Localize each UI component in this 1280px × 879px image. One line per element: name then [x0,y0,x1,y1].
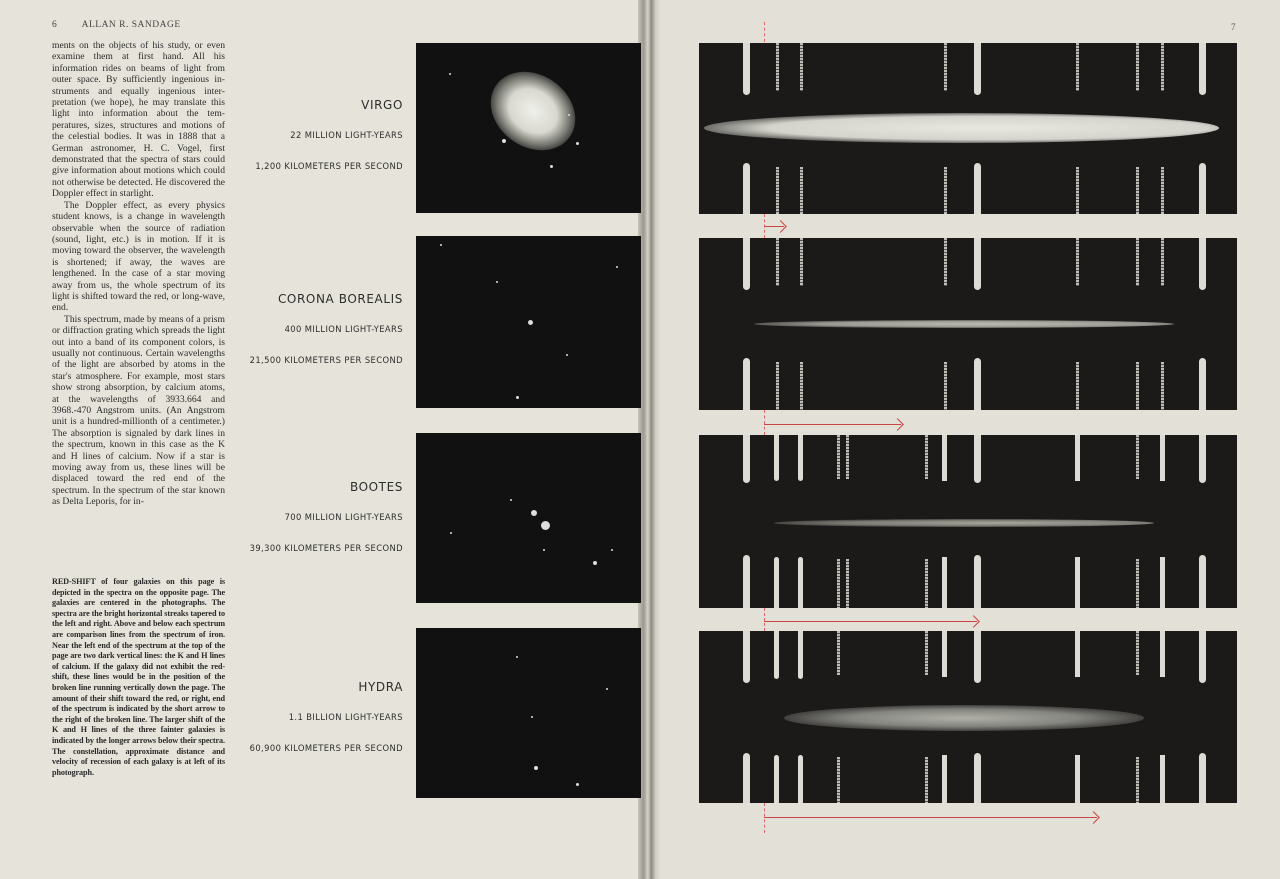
comparison-line [776,362,779,410]
velocity-label: 39,300 KILOMETERS PER SECOND [249,543,403,553]
comparison-line [1076,43,1079,91]
comparison-line [1199,435,1206,483]
comparison-line [944,167,947,214]
redshift-arrow-bootes [764,621,977,622]
star [450,532,452,534]
comparison-line [1161,362,1164,410]
comparison-line [1076,167,1079,214]
star [566,354,568,356]
spectrum-virgo [699,43,1237,214]
paragraph: The Doppler effect, as every physics student knows, is a change in wavelength observable when the source of radiation (sound, light, etc.) is in motion. If it is moving toward the observer, the wavelength is shortened; if away, the waves are lengthened. In the case of a star moving away from us, the whole spectrum of its light is shifted toward the red, or long-wave, end. [52,199,225,314]
spectrum-corona-borealis [699,238,1237,410]
reference-broken-line [764,608,765,631]
comparison-line [1076,362,1079,410]
comparison-line [974,43,981,95]
comparison-line [1075,755,1080,803]
star [593,561,597,565]
star [516,656,518,658]
comparison-line [974,753,981,803]
comparison-line [944,238,947,286]
comparison-line [800,43,803,91]
comparison-line [1199,631,1206,683]
paragraph: This spectrum, made by means of a prism or diffraction grating which spreads the light out into a band of its component colors, is usually not continuous. Certain wavelengths of the light are absorbed by atoms in the star's atmosphere. For example, most stars show strong absorption, by calcium atoms, at the wavelengths of 3933.664 and 3968.-470 Angstrom units. (An Angstrom unit is a hundred-millionth of a centimeter.) The absorption is signaled by dark lines in the spectrum, known in this case as the K and H lines of calcium. Now if a star is moving away from us, these lines will be displaced toward the red end of the spectrum. In the spectrum of the star known as Delta Leporis, for in- [52,313,225,508]
comparison-line [846,435,849,479]
comparison-line [1199,163,1206,214]
galaxy-spectrum-streak [774,519,1154,527]
galaxy-photo-virgo [416,43,641,213]
galaxy-photo-bootes [416,433,641,603]
star [541,521,550,530]
galaxy-spectrum-streak [784,705,1144,731]
comparison-line [1160,631,1165,677]
comparison-line [1199,555,1206,608]
comparison-line [974,358,981,410]
comparison-line [942,557,947,608]
galaxy-label-virgo [255,98,403,171]
comparison-line [774,557,779,608]
star [531,716,533,718]
comparison-line [798,557,803,608]
comparison-line [1075,435,1080,481]
spectrum-bootes [699,435,1237,608]
comparison-line [925,559,928,608]
star [502,139,506,143]
comparison-line [925,631,928,675]
running-head [52,20,181,30]
caption-lead: RED-SHIFT [52,577,96,586]
comparison-line [837,559,840,608]
comparison-line [974,163,981,214]
comparison-line [1199,43,1206,95]
book-gutter [638,0,660,879]
star [576,783,579,786]
comparison-line [800,167,803,214]
galaxy-label-hydra [250,680,403,753]
figure-caption [52,577,225,778]
constellation-name: CORONA BOREALIS [277,292,403,306]
comparison-line [776,167,779,214]
distance-label: 400 MILLION LIGHT-YEARS [284,324,403,334]
star [534,766,538,770]
comparison-line [1136,43,1139,91]
comparison-line [974,555,981,608]
body-text [52,40,225,508]
comparison-line [774,435,779,481]
star [449,73,451,75]
comparison-line [1136,238,1139,286]
comparison-line [837,435,840,479]
star [576,142,579,145]
spectrum-hydra [699,631,1237,803]
comparison-line [774,631,779,679]
caption-text: of four galaxies on this page is depicted in the spectra on the opposite page. The galaxies are centered in the photographs. The spectra are the bright horizontal streaks tapered to the left and right. Above and below each spectrum are comparison lines from the spectrum of iron. Near the left end of the spectrum at the top of the page are two dark vertical lines: the K and H lines of calcium. If the galaxy did not exhibit the red-shift, these lines would be in the position of the broken line running vertically down the page. The amount of their shift toward the red, or right, end of the spectrum is indicated by the short arrow to the right of the broken line. The larger shift of the K and H lines of the three fainter galaxies is indicated by the longer arrows below their spectra. The constellation, approximate distance and velocity of recession of each galaxy is at left of its photograph. [52,577,225,777]
comparison-line [798,435,803,481]
comparison-line [743,358,750,410]
comparison-line [743,435,750,483]
galaxy-photo-hydra [416,628,641,798]
comparison-line [974,435,981,483]
comparison-line [837,631,840,675]
comparison-line [1199,358,1206,410]
comparison-line [800,362,803,410]
comparison-line [743,238,750,290]
comparison-line [846,559,849,608]
redshift-arrow-hydra [764,817,1097,818]
velocity-label: 1,200 KILOMETERS PER SECOND [255,161,403,171]
galaxy-image [475,56,590,167]
galaxy-label-bootes [250,480,403,553]
galaxy-photo-corona-borealis [416,236,641,408]
comparison-line [837,757,840,803]
comparison-line [1136,167,1139,214]
distance-label: 1.1 BILLION LIGHT-YEARS [288,712,403,722]
comparison-line [1199,238,1206,290]
reference-broken-line [764,803,765,833]
star [510,499,512,501]
galaxy-spectrum-streak [704,113,1219,143]
comparison-line [1161,167,1164,214]
comparison-line [974,631,981,683]
comparison-line [800,238,803,286]
comparison-line [1075,557,1080,608]
comparison-line [798,755,803,803]
galaxy-spectrum-streak [754,320,1174,328]
comparison-line [944,43,947,91]
reference-broken-line [764,410,765,435]
comparison-line [1076,238,1079,286]
star [606,688,608,690]
distance-label: 22 MILLION LIGHT-YEARS [290,130,403,140]
comparison-line [776,238,779,286]
star [440,244,442,246]
comparison-line [1136,559,1139,608]
comparison-line [925,757,928,803]
comparison-line [942,755,947,803]
comparison-line [1161,238,1164,286]
comparison-line [743,631,750,683]
comparison-line [1160,435,1165,481]
comparison-line [1199,753,1206,803]
star [531,510,537,516]
star [543,549,545,551]
galaxy-label-corona-borealis [250,292,403,365]
star [516,396,519,399]
constellation-name: VIRGO [361,98,403,112]
redshift-arrow-corona-borealis [764,424,901,425]
author-name: ALLAN R. SANDAGE [81,20,181,30]
comparison-line [798,631,803,679]
comparison-line [942,435,947,481]
paragraph: ments on the objects of his study, or even examine them at first hand. All his information rides on beams of light from outer space. By sufficiently ingenious instruments and equally ingenious interpretation (we hope), he may translate this light into information about the temperatures, sizes, structures and motions of the celestial bodies. It was in 1888 that a German astronomer, H. C. Vogel, first demonstrated that the spectra of stars could give information about motions which could not otherwise be detected. He discovered the Doppler effect in starlight. [52,40,225,200]
reference-broken-line [764,22,765,42]
velocity-label: 21,500 KILOMETERS PER SECOND [249,355,403,365]
comparison-line [743,163,750,214]
comparison-line [743,753,750,803]
comparison-line [1160,557,1165,608]
comparison-line [743,555,750,608]
comparison-line [1136,631,1139,675]
star [616,266,618,268]
star [568,114,570,116]
comparison-line [1136,757,1139,803]
velocity-label: 60,900 KILOMETERS PER SECOND [249,743,403,753]
comparison-line [1136,435,1139,479]
comparison-line [974,238,981,290]
comparison-line [1160,755,1165,803]
star [611,549,613,551]
comparison-line [1075,631,1080,677]
star [550,165,553,168]
comparison-line [743,43,750,95]
page-number-right: 7 [1231,22,1236,32]
comparison-line [942,631,947,677]
star [528,320,533,325]
constellation-name: HYDRA [358,680,403,694]
star [496,281,498,283]
redshift-arrow-virgo [764,226,784,227]
comparison-line [944,362,947,410]
comparison-line [1161,43,1164,91]
comparison-line [925,435,928,479]
comparison-line [1136,362,1139,410]
comparison-line [776,43,779,91]
page-number-left: 6 [52,20,58,30]
constellation-name: BOOTES [349,480,403,494]
comparison-line [774,755,779,803]
distance-label: 700 MILLION LIGHT-YEARS [284,512,403,522]
